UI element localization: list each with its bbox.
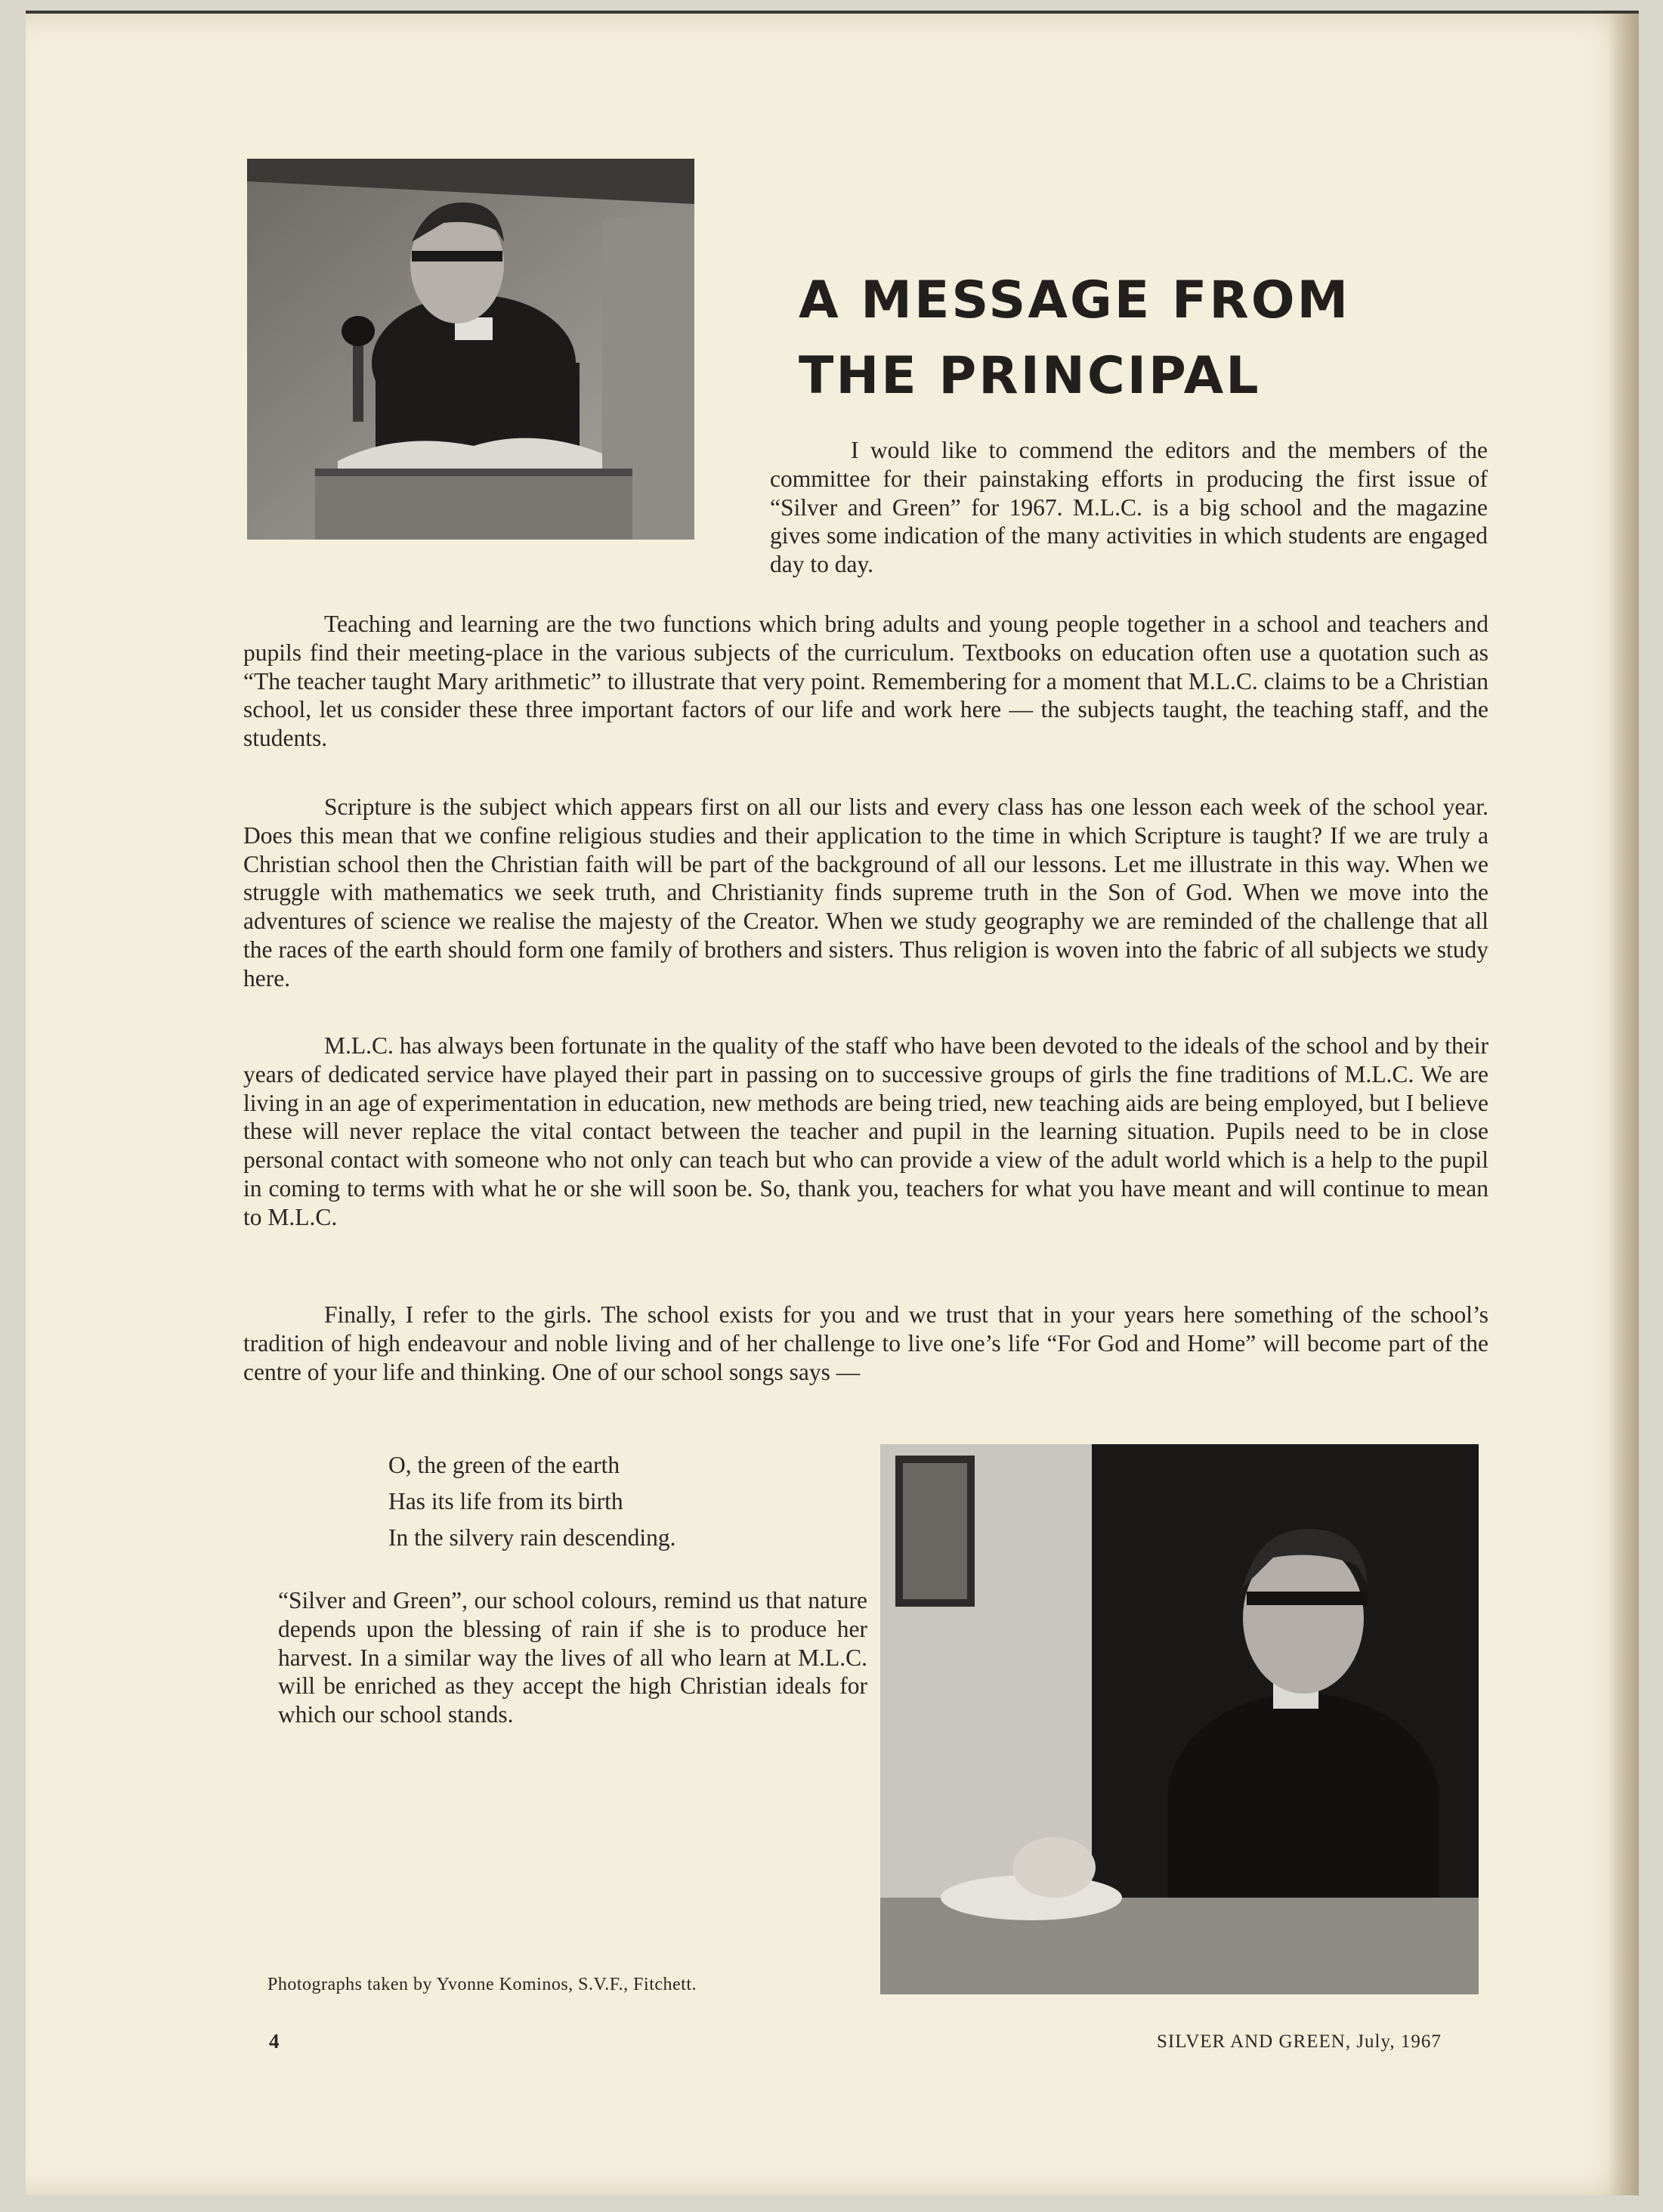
page-number: 4 [269,2030,280,2053]
article-title [799,263,1350,414]
page-shadow [1609,14,1639,2195]
principal-lectern-photo [247,159,694,540]
paragraph-girls: Finally, I refer to the girls. The school exists for you and we trust that in your years here something of the school’s tradition of high endeavour and noble living and of her challenge to live one’s life “For God and Home” will become part of the centre of your life and thinking. One of our school songs says — [243,1301,1488,1385]
running-footer: SILVER AND GREEN, July, 1967 [1157,2031,1442,2052]
verse-line: Has its life from its birth [388,1488,623,1514]
closing-paragraph: “Silver and Green”, our school colours, remind us that nature depends upon the blessing of rain if she is to produce her harvest. In a similar way the lives of all who learn at M.L.C. will be enriched as they accept the high Christian ideals for which our school stands. [278,1587,867,1728]
paragraph-teaching: Teaching and learning are the two functions which bring adults and young people together in a school and teachers and pupils find their meeting-place in the various subjects of the curriculum. Textbooks on education often use a quotation such as “The teacher taught Mary arithmetic” to illustrate that very point. Remembering for a moment that M.L.C. claims to be a Christian school, let us consider these three important factors of our life and work here — the subjects taught, the teaching staff, and the students. [243,611,1489,752]
verse-line: In the silvery rain descending. [388,1524,676,1551]
photo-credit: Photographs taken by Yvonne Kominos, S.V.F., Fitchett. [267,1975,697,1994]
paragraph-staff: M.L.C. has always been fortunate in the quality of the staff who have been devoted to the ideals of the school and by their years of dedicated service have played their part in passing on to successive groups of girls the fine traditions of M.L.C. We are living in an age of experimentation in education, new methods are being tried, new teaching aids are being employed, but I believe these will never replace the vital contact between the teacher and pupil in the learning situation. Pupils need to be in close personal contact with someone who not only can teach but who can provide a view of the adult world which is a help to the pupil in coming to terms with what he or she will soon be. So, thank you, teachers for what you have meant and will continue to mean to M.L.C. [243,1032,1488,1230]
school-song-verse [388,1447,676,1556]
principal-desk-photo [880,1444,1479,1994]
magazine-page [26,11,1639,2195]
title-line-1: A MESSAGE FROM [799,271,1351,330]
paragraph-scripture: Scripture is the subject which appears first on all our lists and every class has one lesson each week of the school year. Does this mean that we confine religious studies and their application to the time in which Scripture is taught? If we are truly a Christian school then the Christian faith will be part of the background of all our lessons. Let me illustrate in this way. When we struggle with mathematics we seek truth, and Christianity finds supreme truth in the Son of God. When we move into the adventures of science we realise the majesty of the Creator. When we study geography we are reminded of the challenge that all the races of the earth should form one family of brothers and sisters. Thus religion is woven into the fabric of all subjects we study here. [243,794,1488,992]
verse-line: O, the green of the earth [388,1452,620,1478]
title-line-2: THE PRINCIPAL [799,346,1261,406]
paragraph-intro: I would like to commend the editors and the members of the committee for their painstaking efforts in producing the first issue of “Silver and Green” for 1967. M.L.C. is a big school and the magazine gives some indication of the many activities in which students are engaged day to day. [770,437,1488,578]
